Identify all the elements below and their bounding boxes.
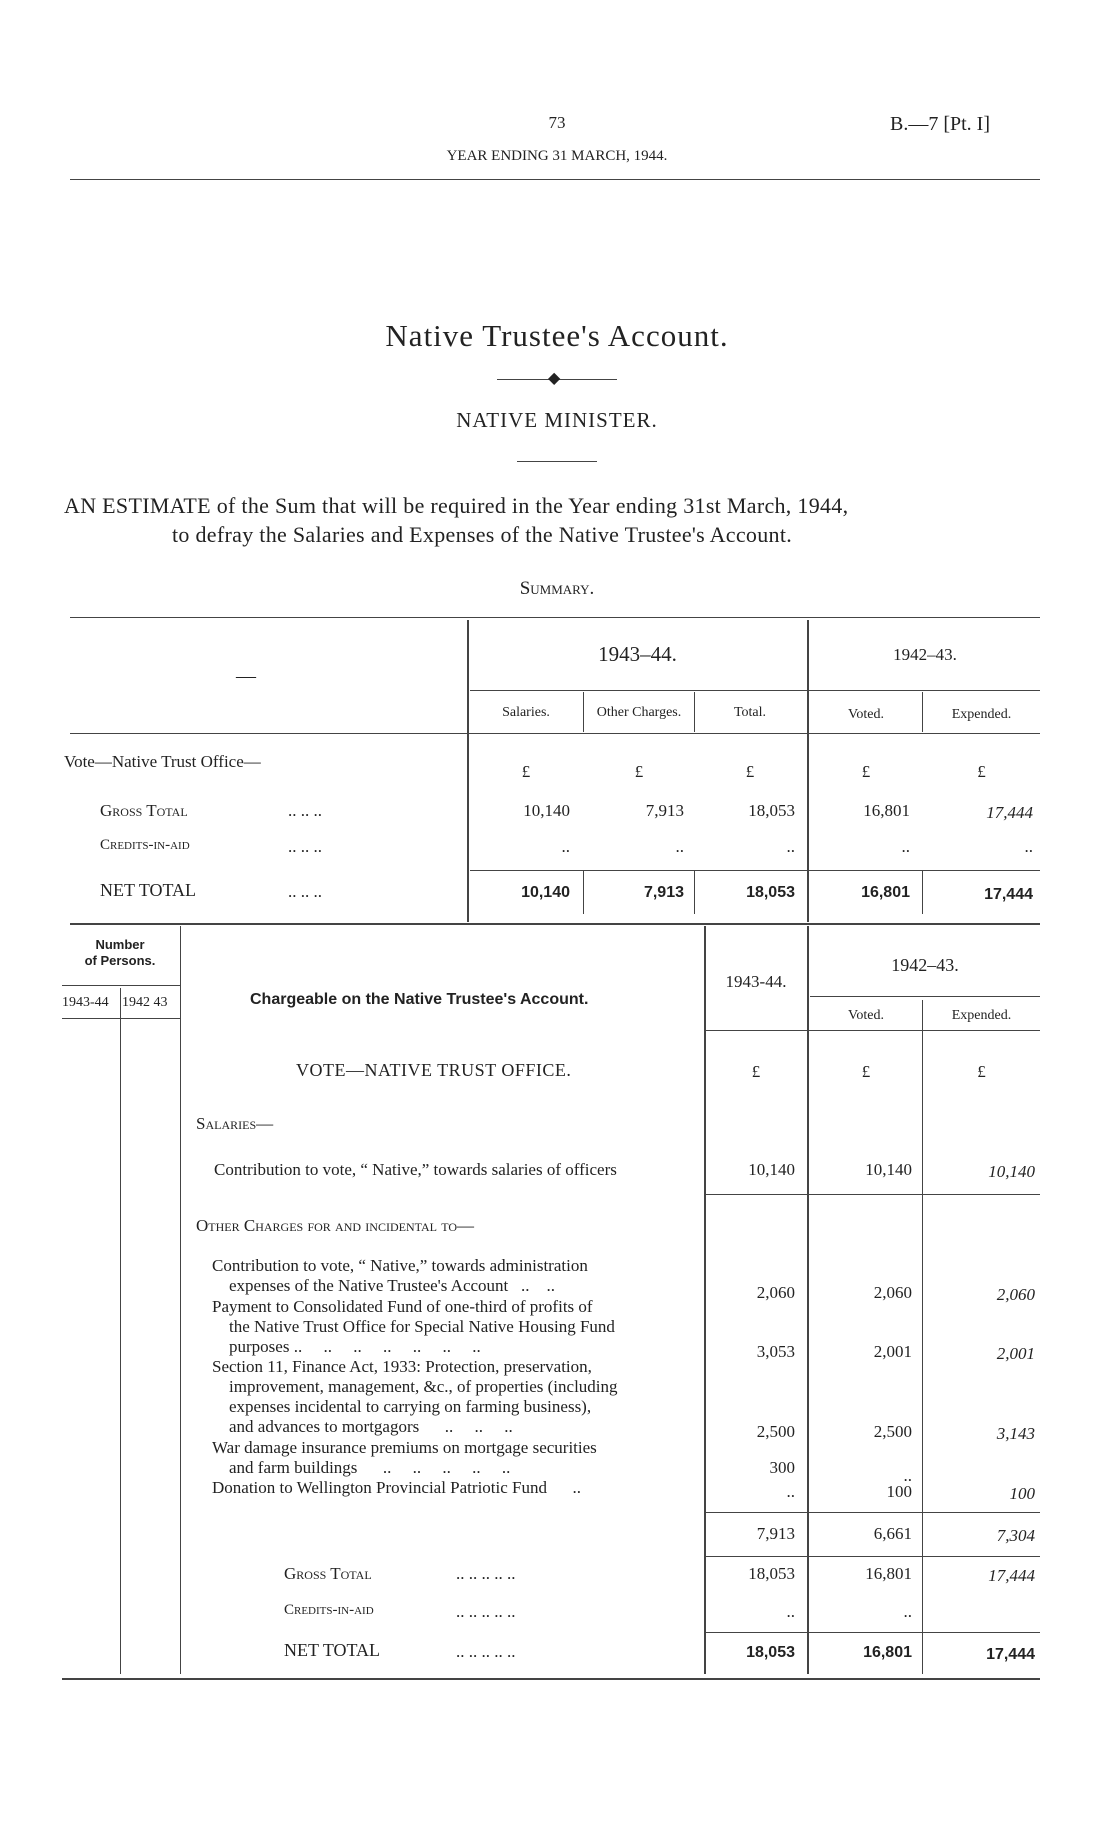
other-charges-heading: Other Charges for and incidental to— [196,1216,475,1235]
persons-heading: Number of Persons. [84,937,156,968]
summary-col-1943: 1943–44. [598,642,677,666]
summary-credits-total: .. [786,837,795,856]
dot-leader: .. .. .. [288,882,322,901]
summary-credits-salaries: .. [561,837,570,856]
net-voted: 16,801 [863,1644,912,1661]
persons-divider [180,926,181,1674]
detail-subheader-rule [810,996,1040,997]
gross-total-label: Gross Total [284,1564,372,1583]
subtotal-expended: 7,304 [996,1526,1035,1545]
summary-credits-voted: .. [901,837,910,856]
charge-voted: 100 [886,1482,912,1501]
currency-symbol: £ [745,762,755,781]
currency-symbol: £ [977,762,986,781]
charge-item: Payment to Consolidated Fund of one-third of profits of the Native Trust Office for Special Native Housing Fund purposes .. .. .. .. .. .. .. [212,1297,615,1356]
estimate-line-2: to defray the Salaries and Expenses of the Native Trustee's Account. [172,522,793,547]
summary-divider-years [807,620,809,922]
detail-divider-main [704,926,706,1674]
summary-subheader-rule [470,690,1040,691]
charge-1943: 3,053 [756,1342,795,1361]
currency-symbol: £ [634,762,644,781]
summary-col-1942: 1942–43. [893,645,957,664]
subtotal-voted: 6,661 [873,1524,912,1543]
page-title: Native Trustee's Account. [385,318,729,353]
summary-net-total: 18,053 [746,884,795,901]
summary-net-divider-3 [922,870,923,914]
summary-net-voted: 16,801 [861,884,910,901]
summary-net-salaries: 10,140 [521,884,570,901]
subtotal-1943: 7,913 [756,1524,795,1543]
detail-bottom-rule [62,1678,1040,1680]
summary-gross-salaries: 10,140 [523,801,570,820]
persons-subheader-rule [62,985,180,986]
summary-sub-voted: Voted. [848,707,884,722]
persons-col-1942: 1942 43 [122,995,168,1010]
charge-expended: 3,143 [996,1424,1035,1443]
charge-expended: 2,060 [996,1285,1035,1304]
charge-1943: .. [786,1482,795,1501]
summary-sub-salaries: Salaries. [502,705,550,720]
summary-credits-expended: .. [1024,837,1033,856]
net-expended: 17,444 [986,1646,1035,1663]
salaries-item: Contribution to vote, “ Native,” towards salaries of officers [214,1160,617,1179]
summary-row-label: NET TOTAL [100,880,197,900]
currency-symbol: £ [751,1062,761,1081]
gross-voted: 16,801 [865,1564,912,1583]
charge-item: Donation to Wellington Provincial Patriotic Fund .. [212,1478,581,1497]
summary-gross-expended: 17,444 [986,803,1033,822]
dot-leader: .. .. .. [288,837,322,856]
charge-item: War damage insurance premiums on mortgage securities and farm buildings .. .. .. .. .. [212,1438,597,1477]
subtotal-bottom-rule [705,1556,1040,1557]
charge-expended: 100 [1009,1484,1035,1503]
detail-sub-expended: Expended. [951,1008,1012,1023]
credits-1943: .. [786,1602,795,1621]
chargeable-heading: Chargeable on the Native Trustee's Account. [250,991,589,1008]
charge-item: Section 11, Finance Act, 1933: Protection, preservation, improvement, management, &c., of properties (including expenses incidental to carrying on farming business), and advances to mortgagors .. .. .. [212,1357,618,1436]
detail-col-1942: 1942–43. [891,955,959,975]
header-rule [70,179,1040,180]
summary-heading: Summary. [519,578,595,599]
summary-dash: — [236,665,256,687]
net-total-label: NET TOTAL [284,1640,381,1660]
vote-heading: VOTE—NATIVE TRUST OFFICE. [296,1060,572,1080]
detail-col-1943: 1943-44. [725,972,787,991]
summary-top-rule [70,617,1040,618]
salaries-expended: 10,140 [988,1162,1035,1181]
charge-item: Contribution to vote, “ Native,” towards administration expenses of the Native Trustee's Account .. .. [212,1256,588,1295]
subtotal-top-rule [705,1512,1040,1513]
salaries-heading: Salaries— [196,1114,274,1133]
currency-symbol: £ [977,1062,986,1081]
charge-expended: 2,001 [996,1344,1035,1363]
detail-divider-years [807,926,809,1674]
summary-net-expended: 17,444 [984,886,1033,903]
credits-label: Credits-in-aid [284,1602,374,1618]
summary-sub-other: Other Charges. [596,705,682,720]
document-reference: B.—7 [Pt. I] [890,113,990,135]
currency-symbol: £ [861,762,871,781]
gross-1943: 18,053 [748,1564,795,1583]
currency-symbol: £ [861,1062,871,1081]
summary-sub-expended: Expended. [951,707,1012,722]
gross-expended: 17,444 [988,1566,1035,1585]
detail-sub-voted: Voted. [848,1008,884,1023]
summary-net-other: 7,913 [643,884,684,901]
summary-row-label: Credits-in-aid [100,837,190,853]
charge-1943: 2,060 [756,1283,795,1302]
summary-credits-other: .. [675,837,684,856]
summary-net-top-rule [470,870,1040,871]
charge-voted: .. [903,1466,912,1485]
minister-rule [517,461,597,462]
summary-bottom-rule [70,923,1040,925]
dot-leader: .. .. .. .. .. [456,1602,516,1621]
net-top-rule [705,1632,1040,1633]
salaries-1943: 10,140 [748,1160,795,1179]
persons-col-1943: 1943-44 [62,995,109,1010]
charge-voted: 2,060 [873,1283,912,1302]
summary-divider-main [467,620,469,922]
dot-leader: .. .. .. .. .. [456,1564,516,1583]
summary-vote-label: Vote—Native Trust Office— [64,752,261,771]
salaries-voted: 10,140 [865,1160,912,1179]
summary-gross-other: 7,913 [645,801,684,820]
year-line: YEAR ENDING 31 MARCH, 1944. [446,148,668,164]
credits-voted: .. [903,1602,912,1621]
diamond-icon: ◆ [548,370,561,387]
salaries-bottom-rule [705,1194,1040,1195]
minister-heading: NATIVE MINISTER. [456,408,658,432]
charge-voted: 2,001 [873,1342,912,1361]
persons-header-bottom-rule [62,1018,180,1019]
summary-net-divider-1 [583,870,584,914]
charge-voted: 2,500 [873,1422,912,1441]
charge-1943: 300 [769,1458,795,1477]
summary-header-bottom-rule [70,733,1040,734]
dot-leader: .. .. .. [288,801,322,820]
summary-net-divider-2 [694,870,695,914]
page-number: 73 [548,113,566,132]
currency-symbol: £ [521,762,531,781]
persons-year-divider [120,988,121,1674]
summary-gross-total: 18,053 [748,801,795,820]
dot-leader: .. .. .. .. .. [456,1642,516,1661]
detail-header-bottom-rule [705,1030,1040,1031]
net-1943: 18,053 [746,1644,795,1661]
summary-gross-voted: 16,801 [863,801,910,820]
summary-sub-total: Total. [733,705,767,720]
charge-1943: 2,500 [756,1422,795,1441]
summary-row-label: Gross Total [100,801,188,820]
estimate-line-1: AN ESTIMATE of the Sum that will be required in the Year ending 31st March, 1944, [64,493,849,518]
